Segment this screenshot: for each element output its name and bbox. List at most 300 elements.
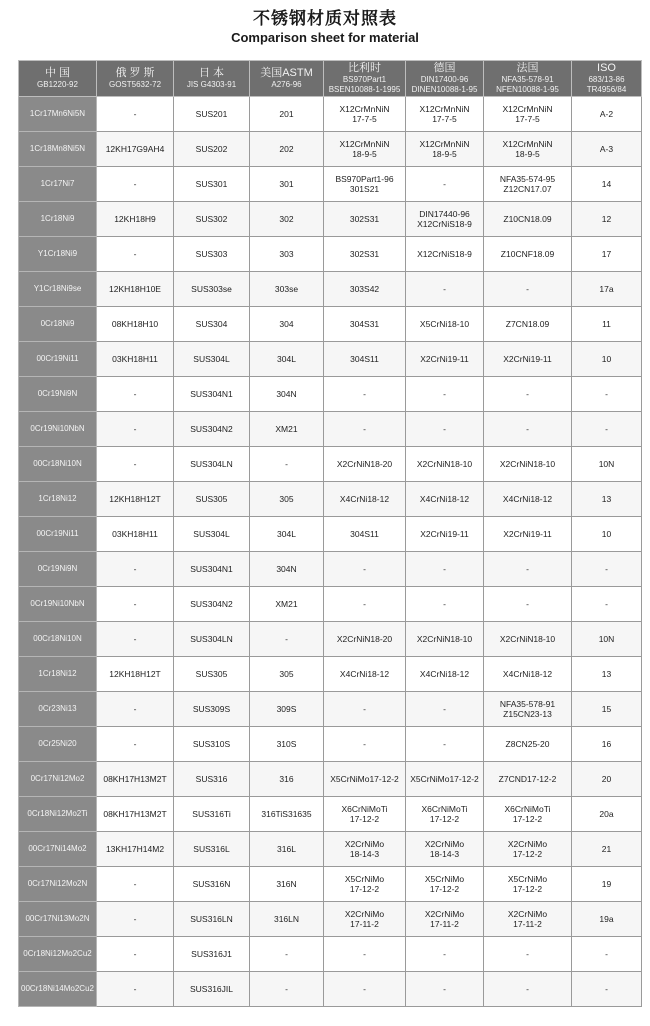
equivalent-cell [406,447,484,482]
cell-text: 304S31 [349,319,380,329]
equivalent-cell [97,727,174,762]
cell-text: - [605,599,608,609]
equivalent-cell [406,167,484,202]
table-row [19,132,642,167]
equivalent-cell [97,832,174,867]
equivalent-cell [97,657,174,692]
column-standard: GOST5632-72 [108,80,162,89]
table-row [19,167,642,202]
cell-text: - [443,389,446,399]
grade-cell [19,202,97,237]
cell-text: X2CrNiMo [344,839,385,849]
cell-text: X12CrMnNiN [502,139,553,149]
table-row [19,657,642,692]
cell-text: - [363,984,366,994]
equivalent-cell [97,762,174,797]
equivalent-cell [572,517,642,552]
cell-text: SUS303 [195,249,228,259]
equivalent-cell [484,447,572,482]
equivalent-cell [406,307,484,342]
equivalent-cell [484,587,572,622]
equivalent-cell [324,727,406,762]
equivalent-cell [174,657,250,692]
equivalent-cell [174,307,250,342]
column-standard: 683/13-86 [588,75,625,84]
cell-text: X2CrNiN18-20 [336,459,393,469]
column-header [572,61,642,97]
cell-text: SUS316J1 [191,949,232,959]
equivalent-cell [406,517,484,552]
equivalent-cell [572,307,642,342]
equivalent-cell [174,937,250,972]
equivalent-cell [484,482,572,517]
column-standard: DINEN10088-1-95 [411,85,478,94]
grade-cell [19,447,97,482]
cell-text: 316LN [273,914,300,924]
equivalent-cell [572,902,642,937]
equivalent-cell [572,797,642,832]
cell-text: 13 [601,669,612,679]
equivalent-cell [324,972,406,1007]
cell-text: 1Cr17Ni7 [40,179,75,188]
cell-text: - [363,424,366,434]
cell-text: 03KH18H11 [112,354,158,364]
equivalent-cell [174,622,250,657]
equivalent-cell [97,377,174,412]
grade-cell [19,902,97,937]
equivalent-cell [572,762,642,797]
grade-cell [19,307,97,342]
cell-text: X12CrMnNiN [502,104,553,114]
equivalent-cell [250,902,324,937]
equivalent-cell [484,307,572,342]
cell-text: - [133,704,137,714]
equivalent-cell [572,237,642,272]
equivalent-cell [406,832,484,867]
grade-cell [19,867,97,902]
grade-cell [19,832,97,867]
cell-text: X2CrNiMo [507,839,548,849]
equivalent-cell [250,482,324,517]
cell-text: - [133,424,137,434]
table-row [19,482,642,517]
equivalent-cell [174,692,250,727]
equivalent-cell [406,552,484,587]
cell-text: X4CrNi18-12 [339,669,390,679]
cell-text: SUS304N1 [190,389,233,399]
cell-text: 18-14-3 [429,849,460,859]
cell-text: 0Cr18Ni12Mo2Ti [27,809,88,818]
grade-cell [19,622,97,657]
equivalent-cell [174,377,250,412]
cell-text: X2CrNiMo [507,909,548,919]
cell-text: X2CrNiN18-20 [336,634,393,644]
cell-text: X5CrNiMo [344,874,385,884]
equivalent-cell [572,342,642,377]
grade-cell [19,692,97,727]
column-header [324,61,406,97]
cell-text: - [285,949,288,959]
table-row [19,517,642,552]
cell-text: 316TiS31635 [261,809,312,819]
cell-text: 11 [602,319,611,329]
grade-cell [19,762,97,797]
grade-cell [19,937,97,972]
equivalent-cell [406,97,484,132]
cell-text: 17-11-2 [350,919,379,929]
grade-cell [19,132,97,167]
column-header [250,61,324,97]
equivalent-cell [324,167,406,202]
cell-text: - [133,179,137,189]
equivalent-cell [572,412,642,447]
equivalent-cell [250,517,324,552]
cell-text: XM21 [275,599,298,609]
equivalent-cell [250,937,324,972]
cell-text: 17-12-2 [429,884,460,894]
equivalent-cell [484,272,572,307]
table-row [19,692,642,727]
page-title: 不锈钢材质对照表 [253,9,397,29]
equivalent-cell [324,237,406,272]
cell-text: 00Cr18Ni10N [33,634,82,643]
equivalent-cell [324,342,406,377]
cell-text: 0Cr17Ni12Mo2 [30,774,85,783]
cell-text: 309S [276,704,297,714]
equivalent-cell [174,132,250,167]
cell-text: - [133,949,137,959]
cell-text: 12KH18H9 [114,214,156,224]
equivalent-cell [324,902,406,937]
equivalent-cell [484,727,572,762]
cell-text: X2CrNiMo [424,839,465,849]
equivalent-cell [174,832,250,867]
cell-text: - [526,599,529,609]
equivalent-cell [250,692,324,727]
equivalent-cell [406,622,484,657]
grade-cell [19,342,97,377]
equivalent-cell [97,272,174,307]
equivalent-cell [572,692,642,727]
column-name: 中 国 [44,67,71,79]
cell-text: - [363,704,366,714]
equivalent-cell [324,657,406,692]
cell-text: SUS310S [192,739,231,749]
cell-text: - [285,984,288,994]
equivalent-cell [572,727,642,762]
equivalent-cell [406,902,484,937]
equivalent-cell [97,937,174,972]
column-standard: BS970Part1 [342,75,387,84]
table-row [19,727,642,762]
cell-text: X2CrNiN18-10 [499,634,556,644]
cell-text: - [526,424,529,434]
equivalent-cell [484,377,572,412]
cell-text: 304N [276,564,297,574]
equivalent-cell [174,587,250,622]
equivalent-cell [250,972,324,1007]
equivalent-cell [97,307,174,342]
cell-text: 303S42 [349,284,380,294]
cell-text: - [133,914,137,924]
equivalent-cell [484,552,572,587]
cell-text: 17-12-2 [429,814,460,824]
cell-text: X5CrNiMo17-12-2 [410,774,479,784]
cell-text: - [443,739,446,749]
cell-text: - [443,704,446,714]
cell-text: - [443,424,446,434]
grade-cell [19,552,97,587]
cell-text: - [443,564,446,574]
equivalent-cell [484,97,572,132]
table-row [19,832,642,867]
cell-text: 15 [601,704,612,714]
cell-text: X2CrNi19-11 [503,354,552,364]
equivalent-cell [484,132,572,167]
table-row [19,202,642,237]
equivalent-cell [484,237,572,272]
cell-text: SUS305 [195,494,228,504]
cell-text: 03KH18H11 [112,529,158,539]
cell-text: - [443,984,446,994]
equivalent-cell [572,97,642,132]
equivalent-cell [97,622,174,657]
cell-text: SUS304L [193,354,230,364]
equivalent-cell [97,482,174,517]
cell-text: 301 [279,179,294,189]
cell-text: X12CrMnNiN [419,104,470,114]
cell-text: 18-14-3 [349,849,380,859]
equivalent-cell [484,167,572,202]
equivalent-cell [174,762,250,797]
table-row [19,237,642,272]
equivalent-cell [250,167,324,202]
equivalent-cell [484,937,572,972]
cell-text: X4CrNi18-12 [502,494,553,504]
equivalent-cell [572,272,642,307]
header-row [19,61,642,97]
cell-text: 0Cr19Ni9N [37,564,78,573]
column-standard: A276-96 [271,80,302,89]
cell-text: Z10CN18.09 [503,214,552,224]
equivalent-cell [97,972,174,1007]
equivalent-cell [97,237,174,272]
cell-text: X2CrNi19-11 [420,354,469,364]
cell-text: 1Cr18Ni12 [38,494,77,503]
cell-text: 303 [279,249,294,259]
cell-text: 0Cr25Ni20 [38,739,77,748]
cell-text: - [363,389,366,399]
cell-text: X2CrNiN18-10 [416,459,473,469]
cell-text: X12CrMnNiN [339,104,390,114]
cell-text: 310S [276,739,297,749]
grade-cell [19,97,97,132]
cell-text: DIN17440-96 [419,209,470,219]
cell-text: NFA35-574-95 [499,174,556,184]
cell-text: X12CrNiS18-9 [417,219,472,229]
cell-text: 21 [601,844,612,854]
table-row [19,342,642,377]
cell-text: - [526,984,529,994]
cell-text: A-2 [599,109,614,119]
cell-text: SUS304N2 [190,599,233,609]
equivalent-cell [406,797,484,832]
equivalent-cell [174,342,250,377]
cell-text: X5CrNiMo17-12-2 [330,774,399,784]
equivalent-cell [250,832,324,867]
cell-text: - [443,599,446,609]
cell-text: 304L [277,529,296,539]
cell-text: SUS316 [195,774,228,784]
cell-text: 14 [601,179,612,189]
cell-text: - [133,459,137,469]
cell-text: SUS303se [191,284,232,294]
cell-text: 12 [601,214,612,224]
cell-text: 0Cr19Ni10NbN [30,599,85,608]
grade-cell [19,377,97,412]
table-row [19,307,642,342]
cell-text: SUS309S [192,704,231,714]
column-standard: DIN17400-96 [420,75,469,84]
equivalent-cell [324,587,406,622]
equivalent-cell [572,937,642,972]
grade-cell [19,167,97,202]
table-row [19,902,642,937]
equivalent-cell [174,97,250,132]
grade-cell [19,727,97,762]
equivalent-cell [406,132,484,167]
cell-text: 00Cr17Ni13Mo2N [25,914,90,923]
table-row [19,867,642,902]
table-row [19,587,642,622]
cell-text: - [133,879,137,889]
column-standard: NFEN10088-1-95 [496,85,559,94]
cell-text: 17-7-5 [432,114,457,124]
equivalent-cell [324,692,406,727]
cell-text: 17-12-2 [512,849,543,859]
grade-cell [19,797,97,832]
equivalent-cell [324,797,406,832]
table-row [19,552,642,587]
cell-text: 17-12-2 [512,884,543,894]
column-name: ISO [597,62,616,74]
equivalent-cell [174,517,250,552]
cell-text: - [363,564,366,574]
cell-text: 18-9-5 [352,149,377,159]
equivalent-cell [97,342,174,377]
equivalent-cell [174,167,250,202]
cell-text: SUS304LN [190,459,233,469]
cell-text: 304S11 [350,529,379,539]
grade-cell [19,237,97,272]
cell-text: 18-9-5 [515,149,540,159]
cell-text: SUS302 [195,214,228,224]
equivalent-cell [174,552,250,587]
column-header [174,61,250,97]
cell-text: 303se [274,284,299,294]
equivalent-cell [484,202,572,237]
cell-text: - [443,949,446,959]
cell-text: X2CrNiN18-10 [416,634,473,644]
column-header [484,61,572,97]
cell-text: 17-11-2 [430,919,459,929]
cell-text: - [363,599,366,609]
cell-text: 305 [279,669,294,679]
cell-text: X12CrMnNiN [339,139,390,149]
equivalent-cell [250,377,324,412]
cell-text: - [133,984,137,994]
cell-text: X2CrNi19-11 [503,529,552,539]
equivalent-cell [572,832,642,867]
equivalent-cell [250,132,324,167]
column-name: 俄 罗 斯 [115,67,155,79]
equivalent-cell [97,552,174,587]
cell-text: 00Cr19Ni11 [36,354,79,363]
equivalent-cell [324,202,406,237]
column-header [19,61,97,97]
equivalent-cell [484,342,572,377]
cell-text: Z10CNF18.09 [500,249,555,259]
equivalent-cell [324,622,406,657]
table-row [19,377,642,412]
cell-text: 17-11-2 [513,919,542,929]
cell-text: - [526,389,529,399]
equivalent-cell [406,342,484,377]
cell-text: - [285,459,288,469]
cell-text: SUS304L [193,529,230,539]
cell-text: 12KH18H10E [109,284,161,294]
equivalent-cell [97,412,174,447]
table-row [19,97,642,132]
cell-text: 17 [601,249,612,259]
cell-text: A-3 [599,144,614,154]
equivalent-cell [324,867,406,902]
equivalent-cell [484,867,572,902]
cell-text: - [605,389,608,399]
equivalent-cell [406,657,484,692]
cell-text: NFA35-578-91 [499,699,556,709]
equivalent-cell [324,552,406,587]
grade-cell [19,272,97,307]
cell-text: - [605,564,608,574]
equivalent-cell [97,167,174,202]
cell-text: 10N [598,459,615,469]
cell-text: X5CrNiMo [424,874,465,884]
cell-text: 0Cr19Ni9N [37,389,78,398]
grade-cell [19,412,97,447]
cell-text: - [285,634,288,644]
cell-text: 304L [277,354,296,364]
equivalent-cell [572,132,642,167]
column-standard: NFA35-578-91 [501,75,554,84]
cell-text: SUS305 [195,669,228,679]
cell-text: - [133,739,137,749]
equivalent-cell [484,797,572,832]
cell-text: SUS201 [195,109,228,119]
cell-text: X6CrNiMoTi [421,804,468,814]
cell-text: 0Cr18Ni12Mo2Cu2 [23,949,92,958]
cell-text: - [363,739,366,749]
cell-text: SUS316Ti [192,809,231,819]
equivalent-cell [406,587,484,622]
cell-text: X2CrNi19-11 [420,529,469,539]
equivalent-cell [174,272,250,307]
equivalent-cell [97,97,174,132]
cell-text: 1Cr18Mn8Ni5N [29,144,86,153]
equivalent-cell [250,552,324,587]
cell-text: Z8CN25-20 [505,739,550,749]
cell-text: Z7CN18.09 [505,319,550,329]
